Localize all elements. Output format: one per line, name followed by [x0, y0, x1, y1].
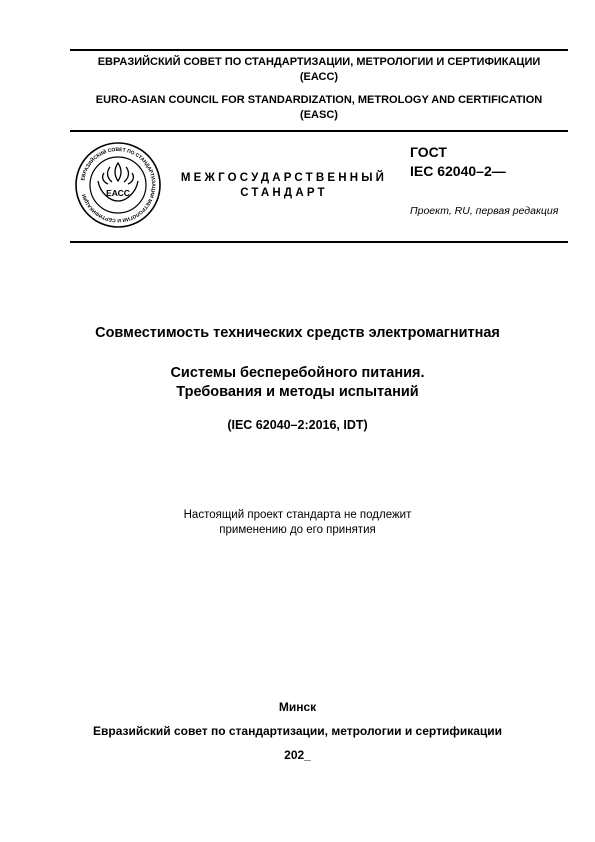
- easc-emblem: [74, 141, 162, 229]
- standard-type-line2: СТАНДАРТ: [240, 187, 328, 199]
- draft-notice: [0, 508, 595, 538]
- emblem-ring-text: ЕВРАЗИЙСКИЙ СОВЕТ ПО СТАНДАРТИЗАЦИИ МЕТРОЛОГИИ И СЕРТИФИКАЦИИ: [80, 146, 157, 224]
- iec-reference: (IEC 62040–2:2016, IDT): [227, 418, 368, 432]
- document-subtitle-line2: Требования и методы испытаний: [176, 384, 419, 400]
- svg-text:ЕВРАЗИЙСКИЙ СОВЕТ ПО СТАНДАРТИ: [80, 147, 156, 223]
- gost-label: ГОСТ: [410, 144, 447, 160]
- header-divider: [70, 130, 568, 132]
- council-abbr-en: (EASC): [300, 109, 338, 121]
- publication-year: 202_: [284, 748, 311, 762]
- document-subtitle-line1: Системы бесперебойного питания.: [170, 365, 425, 381]
- council-header-ru: [70, 55, 568, 85]
- draft-status: Проект, RU, первая редакция: [410, 205, 559, 217]
- standard-type: [166, 171, 402, 201]
- draft-notice-line1: Настоящий проект стандарта не подлежит: [183, 509, 412, 521]
- council-name-ru: ЕВРАЗИЙСКИЙ СОВЕТ ПО СТАНДАРТИЗАЦИИ, МЕТРОЛОГИИ И СЕРТИФИКАЦИИ: [97, 56, 541, 68]
- document-title-main: Совместимость технических средств электромагнитная: [95, 325, 500, 341]
- header-bottom-rule: [70, 241, 568, 243]
- council-header-en: [70, 93, 568, 123]
- gost-number: IEC 62040–2—: [410, 163, 506, 179]
- council-abbr-ru: (ЕАСС): [299, 71, 339, 83]
- publisher-name: Евразийский совет по стандартизации, метрологии и сертификации: [92, 724, 503, 738]
- gost-designation: [410, 143, 506, 181]
- council-name-en: EURO-ASIAN COUNCIL FOR STANDARDIZATION, METROLOGY AND CERTIFICATION: [95, 94, 543, 106]
- publication-city: Минск: [278, 700, 317, 714]
- top-rule: [70, 49, 568, 51]
- standard-type-line1: МЕЖГОСУДАРСТВЕННЫЙ: [180, 172, 388, 184]
- emblem-abbr: ЕАСС: [106, 188, 130, 198]
- draft-notice-line2: применению до его принятия: [219, 524, 376, 536]
- easc-emblem-graphic: [74, 141, 162, 229]
- document-subtitle: [0, 364, 595, 402]
